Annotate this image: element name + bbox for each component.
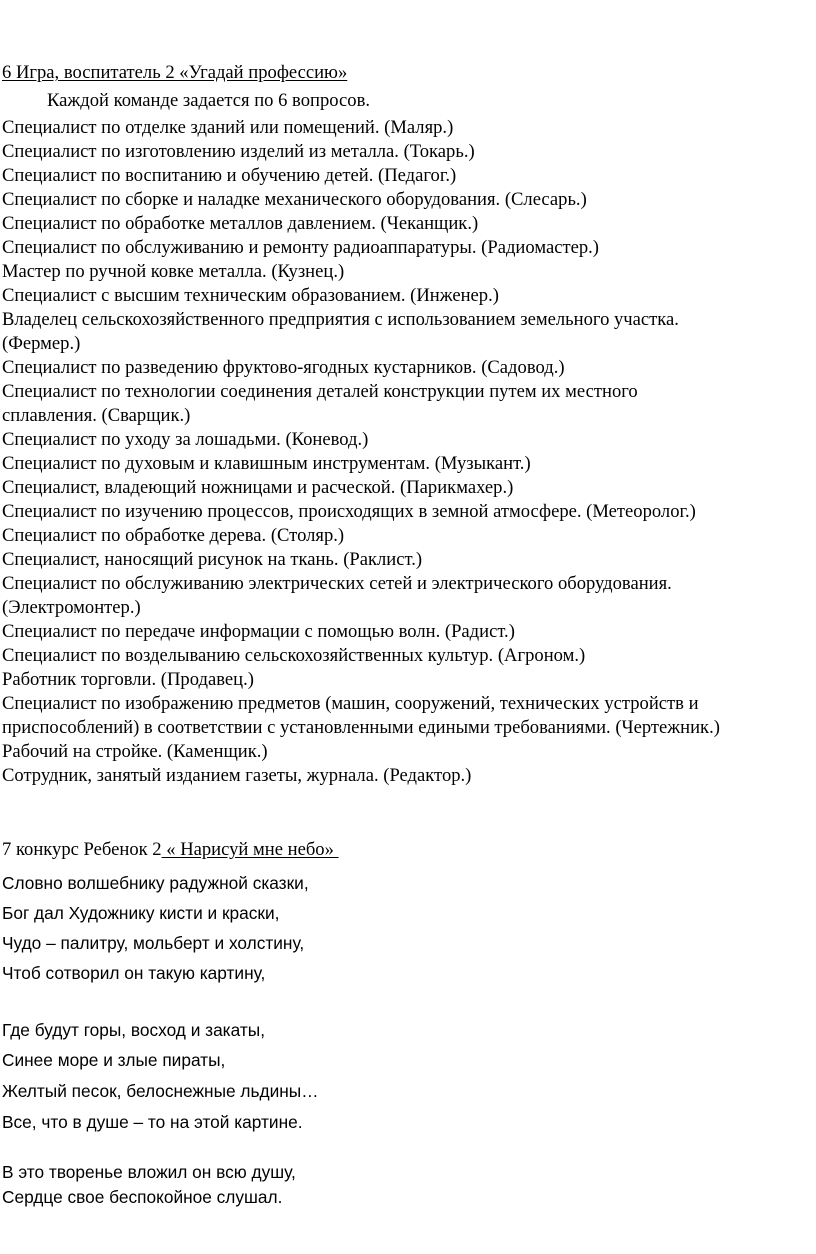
poem-line: Чудо – палитру, мольберт и холстину,	[2, 933, 305, 953]
poem-line: Желтый песок, белоснежные льдины…	[2, 1081, 319, 1101]
section-7-heading-title: « Нарисуй мне небо»	[161, 839, 339, 860]
poem-line: Бог дал Художнику кисти и краски,	[2, 903, 280, 923]
profession-line: Специалист по обработке дерева. (Столяр.)	[2, 525, 345, 546]
profession-line: (Электромонтер.)	[2, 597, 141, 618]
profession-line: Специалист по возделыванию сельскохозяйственных культур. (Агроном.)	[2, 645, 586, 666]
profession-line: Специалист по изготовлению изделий из металла. (Токарь.)	[2, 141, 475, 162]
profession-line: Мастер по ручной ковке металла. (Кузнец.)	[2, 261, 345, 282]
profession-line: Специалист по сборке и наладке механического оборудования. (Слесарь.)	[2, 189, 587, 210]
profession-line: Рабочий на стройке. (Каменщик.)	[2, 741, 268, 762]
poem-line: Где будут горы, восход и закаты,	[2, 1020, 265, 1040]
section-7-heading	[2, 838, 339, 862]
profession-line: Специалист по обслуживанию и ремонту радиоаппаратуры. (Радиомастер.)	[2, 237, 599, 258]
poem-line: Сердце свое беспокойное слушал.	[2, 1187, 283, 1207]
profession-line: Работник торговли. (Продавец.)	[2, 669, 254, 690]
poem-line: Словно волшебнику радужной сказки,	[2, 873, 309, 893]
profession-line: Специалист по разведению фруктово-ягодных кустарников. (Садовод.)	[2, 357, 565, 378]
profession-line: Специалист по изучению процессов, происходящих в земной атмосфере. (Метеоролог.)	[2, 501, 696, 522]
profession-line: Специалист, наносящий рисунок на ткань. (Раклист.)	[2, 549, 423, 570]
profession-line: Специалист по уходу за лошадьми. (Коневод.)	[2, 429, 369, 450]
section-7-heading-prefix: 7 конкурс Ребенок 2	[2, 839, 162, 860]
section-6-intro: Каждой команде задается по 6 вопросов.	[47, 90, 370, 111]
profession-line: Специалист по изображению предметов (машин, сооружений, технических устройств и	[2, 693, 699, 714]
profession-line: Владелец сельскохозяйственного предприятия с использованием земельного участка.	[2, 309, 679, 330]
profession-line: Специалист с высшим техническим образованием. (Инженер.)	[2, 285, 499, 306]
profession-line: Сотрудник, занятый изданием газеты, журнала. (Редактор.)	[2, 765, 472, 786]
profession-line: Специалист по технологии соединения деталей конструкции путем их местного	[2, 381, 638, 402]
profession-line: Специалист по обработке металлов давлением. (Чеканщик.)	[2, 213, 479, 234]
profession-line: Специалист, владеющий ножницами и расческой. (Парикмахер.)	[2, 477, 514, 498]
profession-line: сплавления. (Сварщик.)	[2, 405, 191, 426]
section-6-heading: 6 Игра, воспитатель 2 «Угадай профессию»	[2, 62, 348, 83]
profession-line: Специалист по духовым и клавишным инструментам. (Музыкант.)	[2, 453, 531, 474]
profession-line: Специалист по обслуживанию электрических сетей и электрического оборудования.	[2, 573, 672, 594]
poem-line: В это творенье вложил он всю душу,	[2, 1162, 296, 1182]
poem-line: Синее море и злые пираты,	[2, 1050, 226, 1070]
profession-line: Специалист по отделке зданий или помещений. (Маляр.)	[2, 117, 454, 138]
profession-line: Специалист по воспитанию и обучению детей. (Педагог.)	[2, 165, 457, 186]
profession-line: (Фермер.)	[2, 333, 81, 354]
profession-line: приспособлений) в соответствии с установленными едиными требованиями. (Чертежник.)	[2, 717, 720, 738]
profession-line: Специалист по передаче информации с помощью волн. (Радист.)	[2, 621, 515, 642]
poem-line: Все, что в душе – то на этой картине.	[2, 1112, 303, 1132]
poem-line: Чтоб сотворил он такую картину,	[2, 963, 266, 983]
